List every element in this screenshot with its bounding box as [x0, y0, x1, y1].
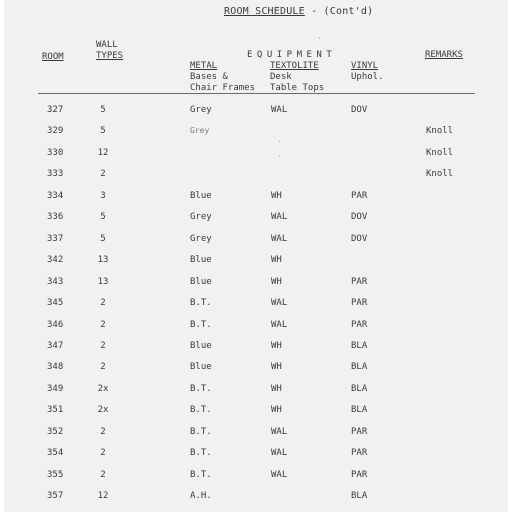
vinyl-cell: PAR [351, 448, 368, 458]
metal-cell: Blue [190, 255, 212, 265]
header-textolite-line1: TEXTOLITE [270, 61, 319, 71]
header-vinyl-line2: Uphol. [351, 72, 384, 82]
textolite-cell: WAL [271, 448, 288, 458]
vinyl-cell: BLA [351, 405, 368, 415]
wall-type-cell: 2x [97, 384, 109, 394]
table-row [4, 403, 508, 417]
metal-cell: B.T. [190, 298, 212, 308]
metal-cell: A.H. [190, 491, 212, 501]
wall-type-cell: 3 [100, 191, 106, 201]
room-cell: 345 [47, 298, 64, 308]
table-row [4, 146, 508, 160]
scan-speck: . [277, 150, 282, 159]
metal-cell: B.T. [190, 320, 212, 330]
wall-type-cell: 2 [100, 169, 106, 179]
header-textolite-line3: Table Tops [270, 83, 325, 93]
page-title [224, 6, 373, 17]
textolite-cell: WH [271, 384, 282, 394]
room-cell: 347 [47, 341, 64, 351]
header-metal-line1: METAL [190, 61, 218, 71]
vinyl-cell: BLA [351, 341, 368, 351]
header-vinyl-line1: VINYL [351, 61, 379, 71]
metal-cell: Blue [190, 191, 212, 201]
table-row [4, 318, 508, 332]
table-row [4, 253, 508, 267]
textolite-cell: WH [271, 255, 282, 265]
room-cell: 343 [47, 277, 64, 287]
table-row [4, 425, 508, 439]
room-cell: 337 [47, 234, 64, 244]
textolite-cell: WH [271, 362, 282, 372]
textolite-cell: WAL [271, 427, 288, 437]
table-row [4, 189, 508, 203]
metal-cell: Grey [190, 234, 212, 244]
wall-type-cell: 12 [97, 491, 109, 501]
scan-speck: ' [317, 36, 322, 45]
vinyl-cell: PAR [351, 470, 368, 480]
header-wall-line2: TYPES [96, 51, 124, 61]
room-cell: 333 [47, 169, 64, 179]
textolite-cell: WAL [271, 105, 288, 115]
table-row [4, 275, 508, 289]
vinyl-cell: BLA [351, 384, 368, 394]
table-row [4, 360, 508, 374]
table-row [4, 382, 508, 396]
wall-type-cell: 5 [100, 212, 106, 222]
textolite-cell: WH [271, 191, 282, 201]
textolite-cell: WAL [271, 298, 288, 308]
room-cell: 355 [47, 470, 64, 480]
title-underlined: ROOM SCHEDULE [224, 6, 305, 17]
table-row [4, 167, 508, 181]
metal-cell: Grey [190, 126, 210, 135]
room-cell: 357 [47, 491, 64, 501]
document-page [4, 0, 508, 512]
header-rule [38, 93, 475, 94]
textolite-cell: WAL [271, 320, 288, 330]
vinyl-cell: BLA [351, 491, 368, 501]
table-row [4, 489, 508, 503]
wall-type-cell: 5 [100, 126, 106, 136]
room-cell: 349 [47, 384, 64, 394]
wall-type-cell: 5 [100, 234, 106, 244]
vinyl-cell: BLA [351, 362, 368, 372]
header-remarks: REMARKS [425, 50, 463, 60]
room-cell: 329 [47, 126, 64, 136]
header-room: ROOM [42, 52, 64, 62]
table-row [4, 124, 508, 138]
header-textolite-line2: Desk [270, 72, 292, 82]
metal-cell: B.T. [190, 470, 212, 480]
textolite-cell: WH [271, 341, 282, 351]
title-rest: - (Cont'd) [304, 6, 374, 17]
wall-type-cell: 2 [100, 320, 106, 330]
wall-type-cell: 13 [97, 255, 109, 265]
wall-type-cell: 2 [100, 470, 106, 480]
wall-type-cell: 2 [100, 298, 106, 308]
metal-cell: B.T. [190, 448, 212, 458]
header-metal-line3: Chair Frames [190, 83, 256, 93]
wall-type-cell: 13 [97, 277, 109, 287]
metal-cell: Grey [190, 212, 212, 222]
textolite-cell: WAL [271, 234, 288, 244]
vinyl-cell: PAR [351, 191, 368, 201]
metal-cell: B.T. [190, 384, 212, 394]
metal-cell: Blue [190, 362, 212, 372]
vinyl-cell: DOV [351, 234, 368, 244]
remarks-cell: Knoll [426, 169, 454, 179]
vinyl-cell: PAR [351, 298, 368, 308]
vinyl-cell: PAR [351, 277, 368, 287]
wall-type-cell: 2x [97, 405, 109, 415]
wall-type-cell: 2 [100, 362, 106, 372]
room-cell: 352 [47, 427, 64, 437]
table-row [4, 296, 508, 310]
wall-type-cell: 2 [100, 427, 106, 437]
metal-cell: Grey [190, 105, 212, 115]
header-equipment: EQUIPMENT [247, 50, 337, 60]
wall-type-cell: 12 [97, 148, 109, 158]
scan-speck: . [277, 135, 282, 144]
remarks-cell: Knoll [426, 148, 454, 158]
metal-cell: Blue [190, 341, 212, 351]
header-metal-line2: Bases & [190, 72, 228, 82]
table-row [4, 103, 508, 117]
table-row [4, 468, 508, 482]
table-row [4, 339, 508, 353]
room-cell: 334 [47, 191, 64, 201]
metal-cell: Blue [190, 277, 212, 287]
room-cell: 346 [47, 320, 64, 330]
metal-cell: B.T. [190, 427, 212, 437]
wall-type-cell: 2 [100, 448, 106, 458]
vinyl-cell: PAR [351, 427, 368, 437]
metal-cell: B.T. [190, 405, 212, 415]
table-row [4, 210, 508, 224]
room-cell: 351 [47, 405, 64, 415]
wall-type-cell: 5 [100, 105, 106, 115]
wall-type-cell: 2 [100, 341, 106, 351]
room-cell: 330 [47, 148, 64, 158]
textolite-cell: WAL [271, 212, 288, 222]
vinyl-cell: PAR [351, 320, 368, 330]
textolite-cell: WH [271, 277, 282, 287]
room-cell: 336 [47, 212, 64, 222]
textolite-cell: WH [271, 405, 282, 415]
room-cell: 354 [47, 448, 64, 458]
room-cell: 348 [47, 362, 64, 372]
room-cell: 342 [47, 255, 64, 265]
room-cell: 327 [47, 105, 64, 115]
textolite-cell: WAL [271, 470, 288, 480]
vinyl-cell: DOV [351, 105, 368, 115]
remarks-cell: Knoll [426, 126, 454, 136]
header-wall-line1: WALL [96, 40, 118, 50]
vinyl-cell: DOV [351, 212, 368, 222]
table-row [4, 446, 508, 460]
table-row [4, 232, 508, 246]
